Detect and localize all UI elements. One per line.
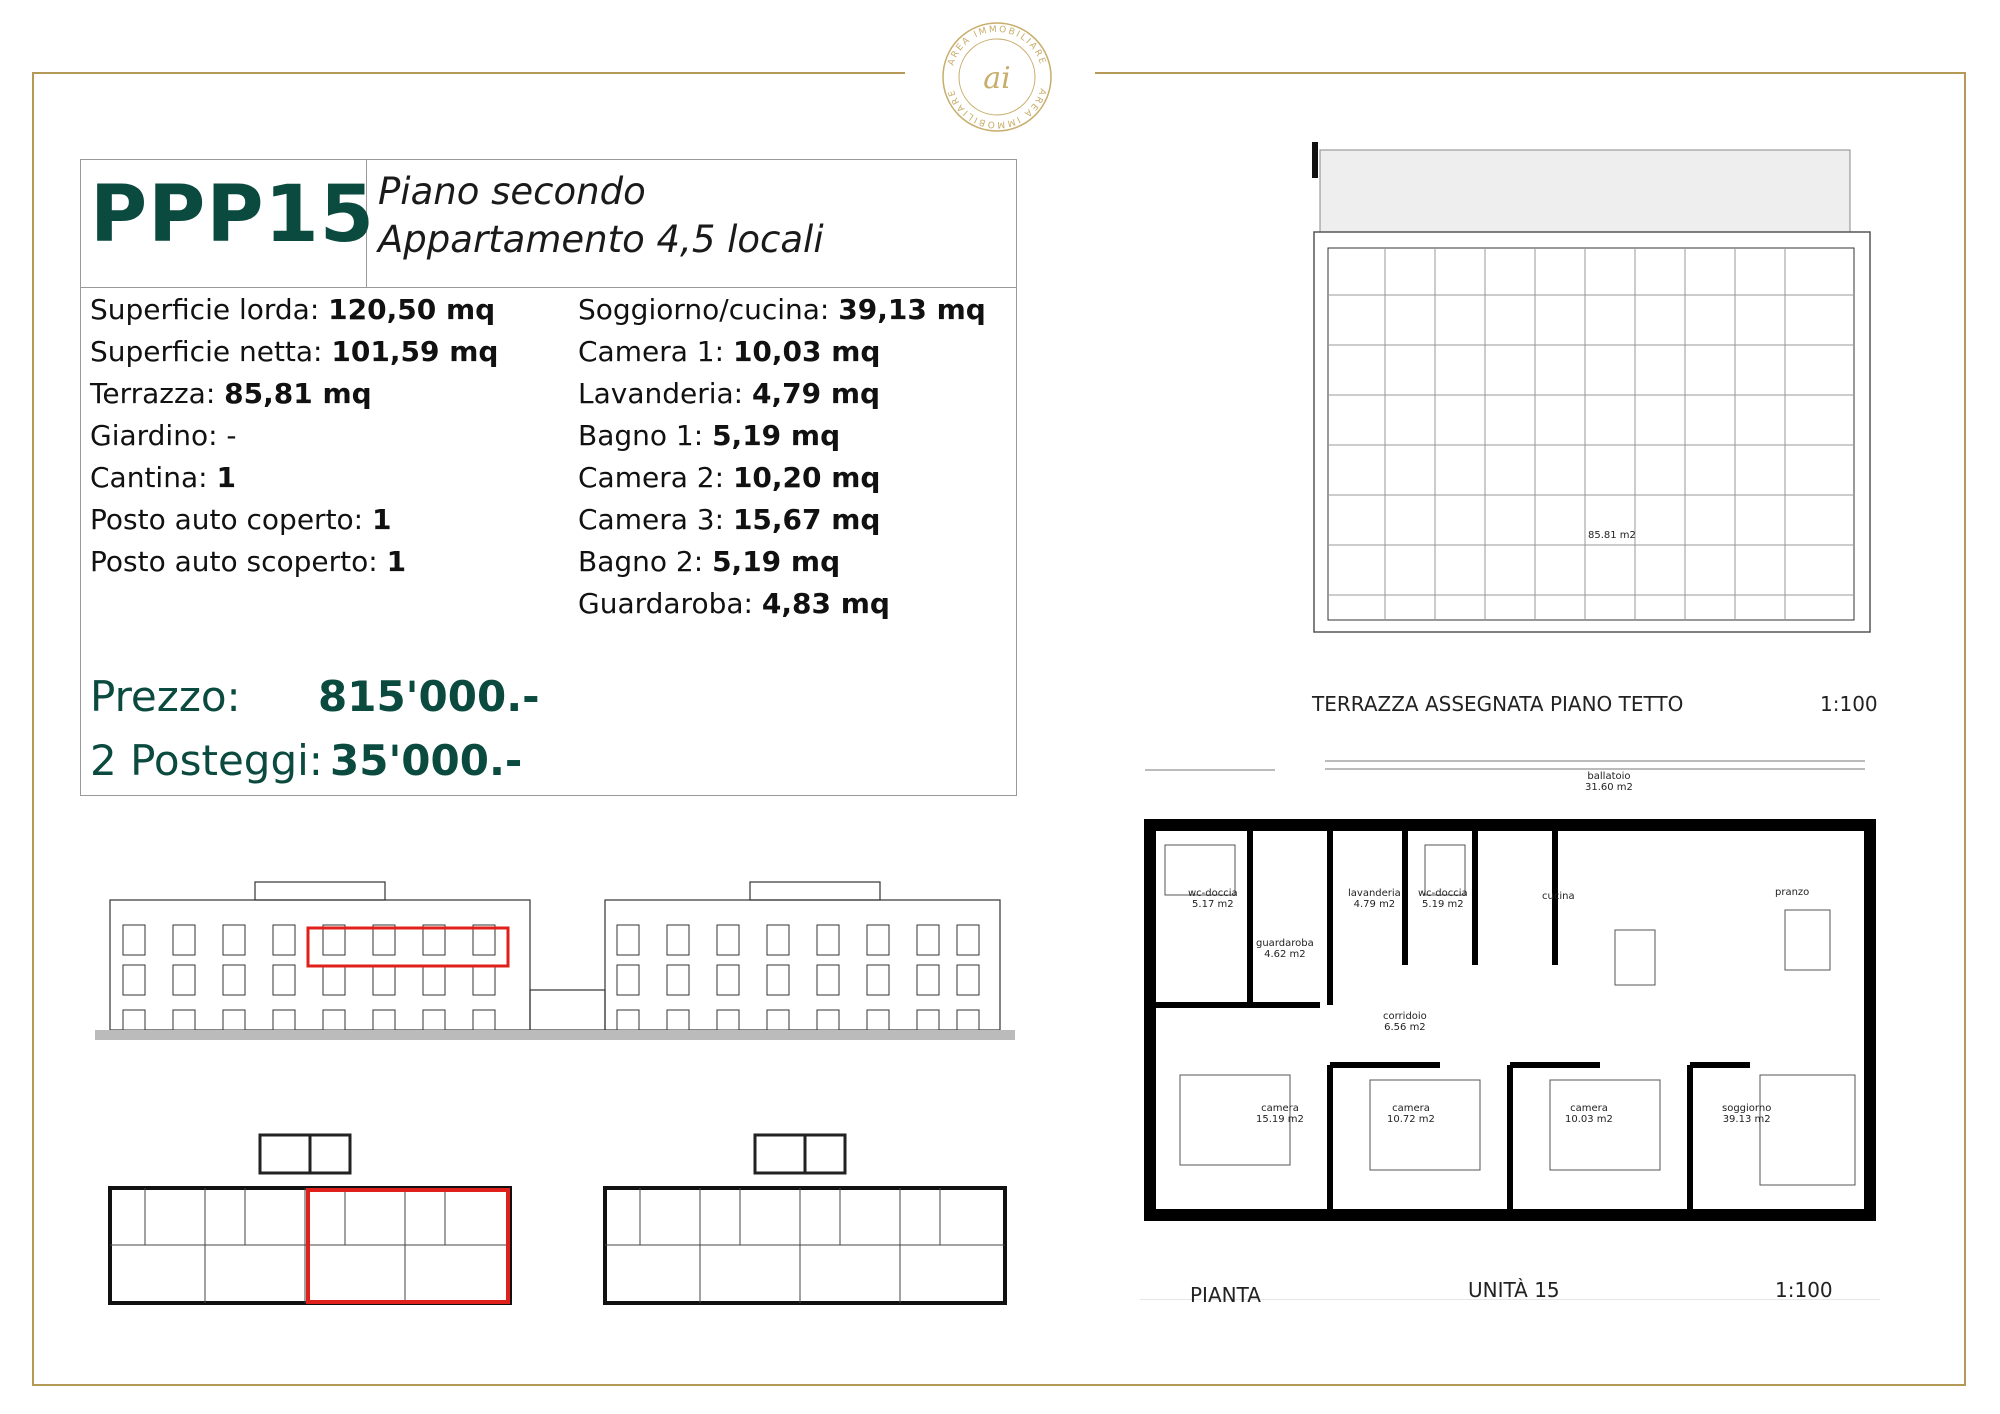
room-camera-3: camera 10.03 m2 xyxy=(1565,1103,1613,1125)
building-plan-left xyxy=(105,1130,515,1308)
spec-gross-area: Superficie lorda: 120,50 mq xyxy=(90,293,496,326)
spec-net-area: Superficie netta: 101,59 mq xyxy=(90,335,499,368)
unit-plan xyxy=(1140,735,1880,1300)
facade-elevation xyxy=(95,870,1015,1070)
logo-ring-text-bottom: AREA IMMOBILIARE xyxy=(946,86,1048,130)
plan-caption-center: UNITÀ 15 xyxy=(1468,1278,1560,1302)
terrace-plan xyxy=(1300,140,1880,640)
room-camera-1: camera 15.19 m2 xyxy=(1256,1103,1304,1125)
room-corridoio: corridoio 6.56 m2 xyxy=(1383,1011,1427,1033)
terrace-area: 85.81 m2 xyxy=(1588,530,1636,541)
spec-bath-2: Bagno 2: 5,19 mq xyxy=(578,545,841,578)
room-pranzo: pranzo xyxy=(1775,887,1810,898)
spec-covered-parking: Posto auto coperto: 1 xyxy=(90,503,392,536)
spec-bath-1: Bagno 1: 5,19 mq xyxy=(578,419,841,452)
spec-living-kitchen: Soggiorno/cucina: 39,13 mq xyxy=(578,293,986,326)
room-cucina: cucina xyxy=(1542,891,1575,902)
room-ballatoio: ballatoio 31.60 m2 xyxy=(1585,771,1633,793)
spec-cellar: Cantina: 1 xyxy=(90,461,236,494)
spec-room-2: Camera 2: 10,20 mq xyxy=(578,461,881,494)
spec-terrace: Terrazza: 85,81 mq xyxy=(90,377,372,410)
logo-letters: ai xyxy=(983,61,1011,96)
spec-laundry: Lavanderia: 4,79 mq xyxy=(578,377,881,410)
spec-room-1: Camera 1: 10,03 mq xyxy=(578,335,881,368)
unit-floor: Piano secondo xyxy=(378,170,646,213)
room-wc-doccia-2: wc-doccia 5.19 m2 xyxy=(1418,888,1468,910)
spec-wardrobe: Guardaroba: 4,83 mq xyxy=(578,587,890,620)
building-plan-right xyxy=(600,1130,1010,1308)
terrace-caption: TERRAZZA ASSEGNATA PIANO TETTO xyxy=(1312,692,1684,716)
spec-open-parking: Posto auto scoperto: 1 xyxy=(90,545,407,578)
room-guardaroba: guardaroba 4.62 m2 xyxy=(1256,938,1314,960)
plan-scale: 1:100 xyxy=(1775,1278,1833,1302)
unit-highlight-plan xyxy=(308,1190,508,1302)
room-camera-2: camera 10.72 m2 xyxy=(1387,1103,1435,1125)
room-soggiorno: soggiorno 39.13 m2 xyxy=(1722,1103,1772,1125)
spec-garden: Giardino: - xyxy=(90,419,237,452)
spec-room-3: Camera 3: 15,67 mq xyxy=(578,503,881,536)
logo-ring-text-top: AREA IMMOBILIARE xyxy=(946,24,1048,68)
brand-logo xyxy=(938,18,1056,136)
room-lavanderia: lavanderia 4.79 m2 xyxy=(1348,888,1401,910)
terrace-scale: 1:100 xyxy=(1820,692,1878,716)
unit-code: PPP15 xyxy=(90,170,376,260)
parking-label: 2 Posteggi: xyxy=(90,736,323,785)
card-divider-horizontal xyxy=(80,287,1017,288)
price-label: Prezzo: xyxy=(90,672,241,721)
room-wc-doccia-1: wc-doccia 5.17 m2 xyxy=(1188,888,1238,910)
plan-caption-left: PIANTA xyxy=(1190,1283,1261,1307)
unit-type: Appartamento 4,5 locali xyxy=(378,218,824,261)
parking-value: 35'000.- xyxy=(330,736,523,785)
price-value: 815'000.- xyxy=(318,672,540,721)
